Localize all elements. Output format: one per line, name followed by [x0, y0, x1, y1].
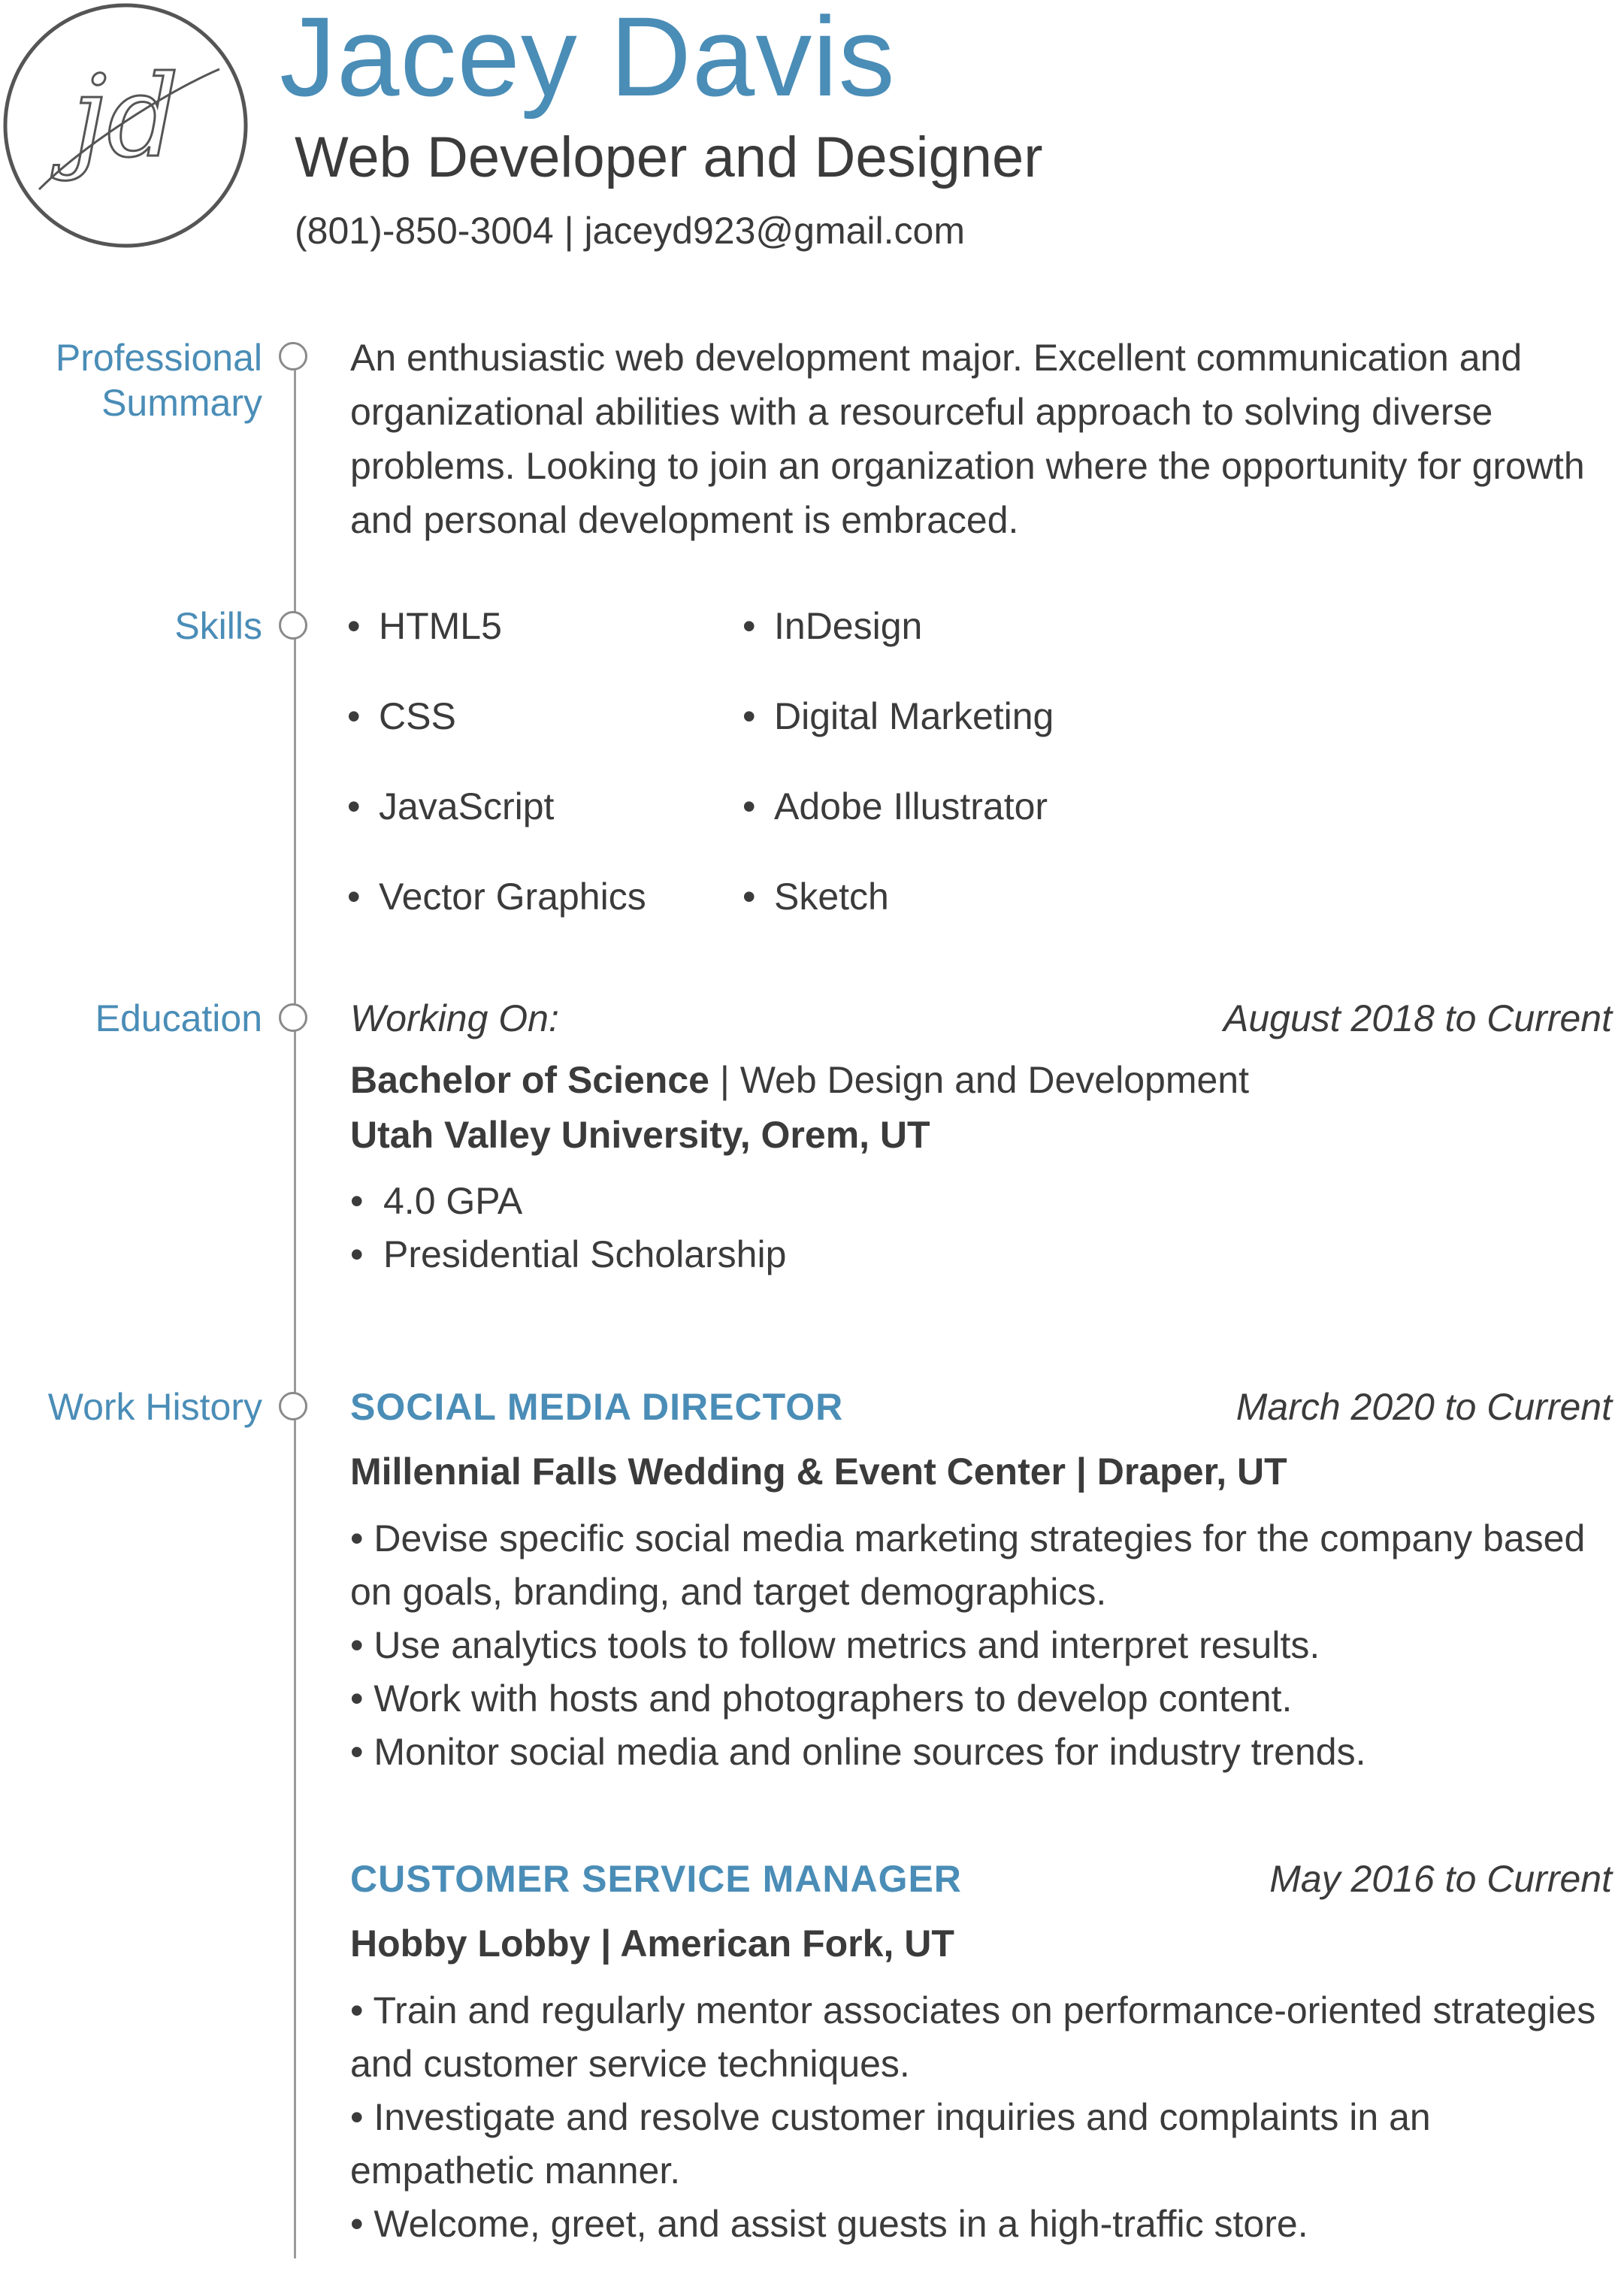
bullet: •	[347, 695, 361, 737]
job-employer: Hobby Lobby | American Fork, UT	[350, 1922, 954, 1965]
bullet: •	[742, 695, 756, 737]
candidate-name: Jacey Davis	[280, 0, 896, 119]
skill-label: Sketch	[774, 876, 889, 918]
monogram-logo	[2, 2, 250, 250]
timeline-dot-work	[279, 1392, 307, 1420]
skill-item	[742, 874, 889, 919]
contact-info: (801)-850-3004 | jaceyd923@gmail.com	[295, 210, 965, 252]
timeline-dot-education	[279, 1003, 307, 1032]
bullet: •	[742, 785, 756, 827]
skill-item	[347, 603, 502, 649]
timeline-dot-skills	[279, 611, 307, 640]
bullet: •	[347, 785, 361, 827]
highlight-text: 4.0 GPA	[383, 1180, 523, 1222]
duty-item: • Work with hosts and photographers to develop content.	[350, 1677, 1293, 1720]
timeline-dot-summary	[279, 342, 307, 371]
summary-text: An enthusiastic web development major. Excellent communication and organizational abilities with a resourceful approach to solving diverse problems. Looking to join an organization where the opportunity for growth and personal development is embraced.	[350, 337, 1585, 541]
highlight-text: Presidential Scholarship	[383, 1233, 787, 1275]
duty-item: • Welcome, greet, and assist guests in a high-traffic store.	[350, 2203, 1308, 2245]
skill-label: JavaScript	[379, 785, 555, 827]
bullet: •	[347, 605, 361, 647]
duty-item: • Investigate and resolve customer inquiries and complaints in an empathetic manner.	[350, 2096, 1431, 2192]
section-label-work: Work History	[47, 1386, 262, 1428]
education-status: Working On:	[350, 997, 559, 1039]
skill-label: HTML5	[379, 605, 502, 647]
bullet: •	[350, 1233, 364, 1275]
job-duties	[350, 1984, 1613, 2251]
education-date: August 2018 to Current	[1223, 997, 1612, 1039]
job-title: CUSTOMER SERVICE MANAGER	[350, 1858, 962, 1900]
section-label-skills: Skills	[174, 605, 262, 647]
skill-item	[742, 784, 1048, 829]
education-degree-line	[350, 1057, 1249, 1103]
major: Web Design and Development	[739, 1059, 1249, 1101]
job-title: SOCIAL MEDIA DIRECTOR	[350, 1386, 844, 1428]
skill-item	[347, 874, 646, 919]
duty-item: • Monitor social media and online sources for industry trends.	[350, 1731, 1366, 1773]
skill-item	[742, 694, 1054, 739]
duty-item: • Devise specific social media marketing strategies for the company based on goals, branding, and target demographics.	[350, 1517, 1586, 1613]
duty-item: • Use analytics tools to follow metrics and interpret results.	[350, 1624, 1320, 1666]
section-label-summary	[56, 335, 262, 425]
job-date: May 2016 to Current	[1269, 1858, 1612, 1900]
skill-item	[347, 694, 456, 739]
candidate-title: Web Developer and Designer	[295, 126, 1043, 189]
bullet: •	[350, 1180, 364, 1222]
separator: |	[709, 1059, 740, 1101]
summary-label-line2: Summary	[101, 382, 262, 424]
bullet: •	[347, 876, 361, 918]
skill-item	[742, 603, 922, 649]
education-highlight	[350, 1232, 786, 1277]
summary-label-line1: Professional	[55, 337, 262, 379]
skill-label: Adobe Illustrator	[774, 785, 1048, 827]
monogram-text: jd	[71, 52, 180, 183]
job-employer: Millennial Falls Wedding & Event Center | Draper, UT	[350, 1451, 1287, 1493]
education-highlight	[350, 1178, 522, 1224]
degree: Bachelor of Science	[350, 1059, 709, 1101]
duty-item: • Train and regularly mentor associates on performance-oriented strategies and customer service techniques.	[350, 1989, 1596, 2085]
bullet: •	[742, 605, 756, 647]
job-date: March 2020 to Current	[1235, 1386, 1612, 1428]
job-duties	[350, 1512, 1613, 1779]
skill-label: CSS	[379, 695, 456, 737]
skill-label: InDesign	[774, 605, 923, 647]
skill-item	[347, 784, 554, 829]
skill-label: Digital Marketing	[774, 695, 1054, 737]
bullet: •	[742, 876, 756, 918]
skill-label: Vector Graphics	[379, 876, 646, 918]
section-label-education: Education	[95, 997, 262, 1039]
school: Utah Valley University, Orem, UT	[350, 1114, 930, 1156]
